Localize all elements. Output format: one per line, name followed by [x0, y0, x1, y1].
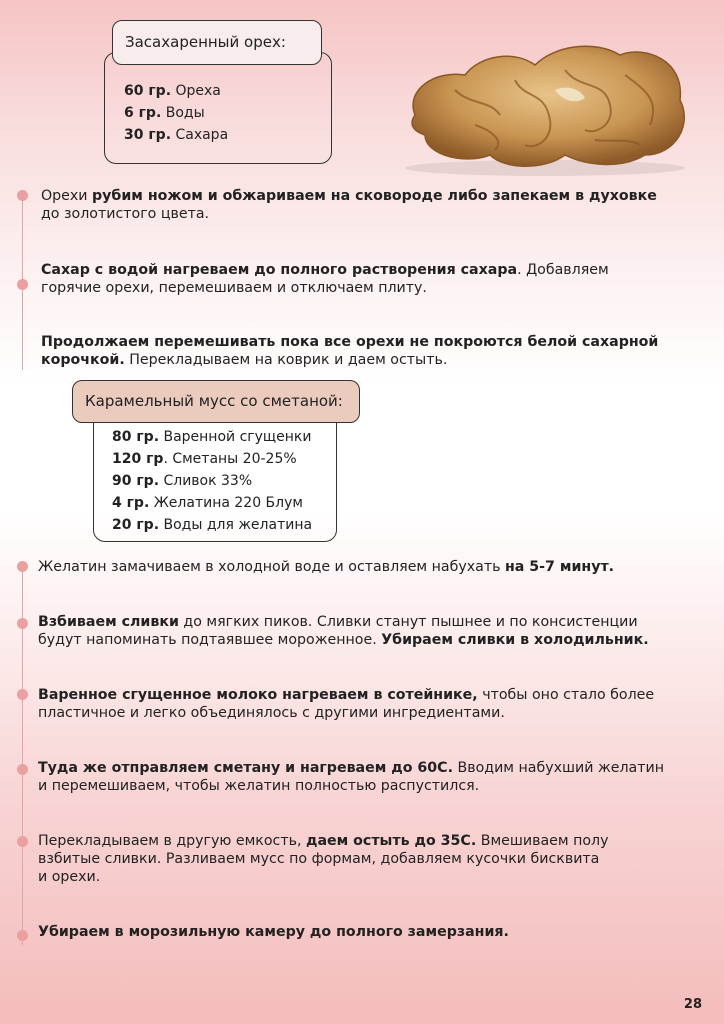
step-1: Орехи рубим ножом и обжариваем на сковороде либо запекаем в духовке до золотистого цвета.	[41, 188, 657, 222]
bullet-dot	[17, 836, 28, 847]
bullet-dot	[17, 930, 28, 941]
walnut-image	[395, 30, 695, 180]
recipe-title-mousse	[72, 380, 360, 423]
ingredient-line: 120 гр. Сметаны 20-25%	[112, 451, 297, 467]
ingredient-line: 30 гр. Сахара	[124, 127, 229, 143]
ingredient-line: 60 гр. Ореха	[124, 83, 221, 99]
title-text: Карамельный мусс со сметаной:	[85, 392, 343, 410]
ingredient-line: 90 гр. Сливок 33%	[112, 473, 253, 489]
step-9: Убираем в морозильную камеру до полного замерзания.	[38, 924, 509, 940]
ingredient-line: 80 гр. Варенной сгущенки	[112, 429, 312, 445]
ingredient-line: 20 гр. Воды для желатина	[112, 517, 313, 533]
step-2: Сахар с водой нагреваем до полного растворения сахара. Добавляем горячие орехи, перемешиваем и отключаем плиту.	[41, 262, 609, 296]
recipe-title-candied-nuts	[112, 20, 322, 65]
step-7: Туда же отправляем сметану и нагреваем до 60С. Вводим набухший желатин и перемешиваем, чтобы желатин полностью распустился.	[38, 760, 664, 794]
bullet-dot	[17, 561, 28, 572]
step-6: Варенное сгущенное молоко нагреваем в сотейнике, чтобы оно стало более пластичное и легко объединялось с другими ингредиентами.	[38, 687, 655, 721]
ingredient-line: 6 гр. Воды	[124, 105, 205, 121]
bullet-dot	[17, 764, 28, 775]
bullet-dot	[17, 279, 28, 290]
ingredient-line: 4 гр. Желатина 220 Блум	[112, 495, 303, 511]
step-5: Взбиваем сливки до мягких пиков. Сливки станут пышнее и по консистенции будут напоминать подтаявшее мороженное. Убираем сливки в холодильник.	[38, 614, 649, 648]
page-number: 28	[683, 997, 702, 1012]
bullet-dot	[17, 190, 28, 201]
step-8: Перекладываем в другую емкость, даем остыть до 35С. Вмешиваем полу взбитые сливки. Разливаем мусс по формам, добавляем кусочки бисквита и орехи.	[38, 833, 609, 885]
bullet-dot	[17, 618, 28, 629]
title-text: Засахаренный орех:	[125, 33, 286, 51]
step-3: Продолжаем перемешивать пока все орехи не покроются белой сахарной корочкой. Перекладываем на коврик и даем остыть.	[41, 334, 659, 368]
step-4: Желатин замачиваем в холодной воде и оставляем набухать на 5-7 минут.	[38, 559, 615, 575]
bullet-dot	[17, 689, 28, 700]
